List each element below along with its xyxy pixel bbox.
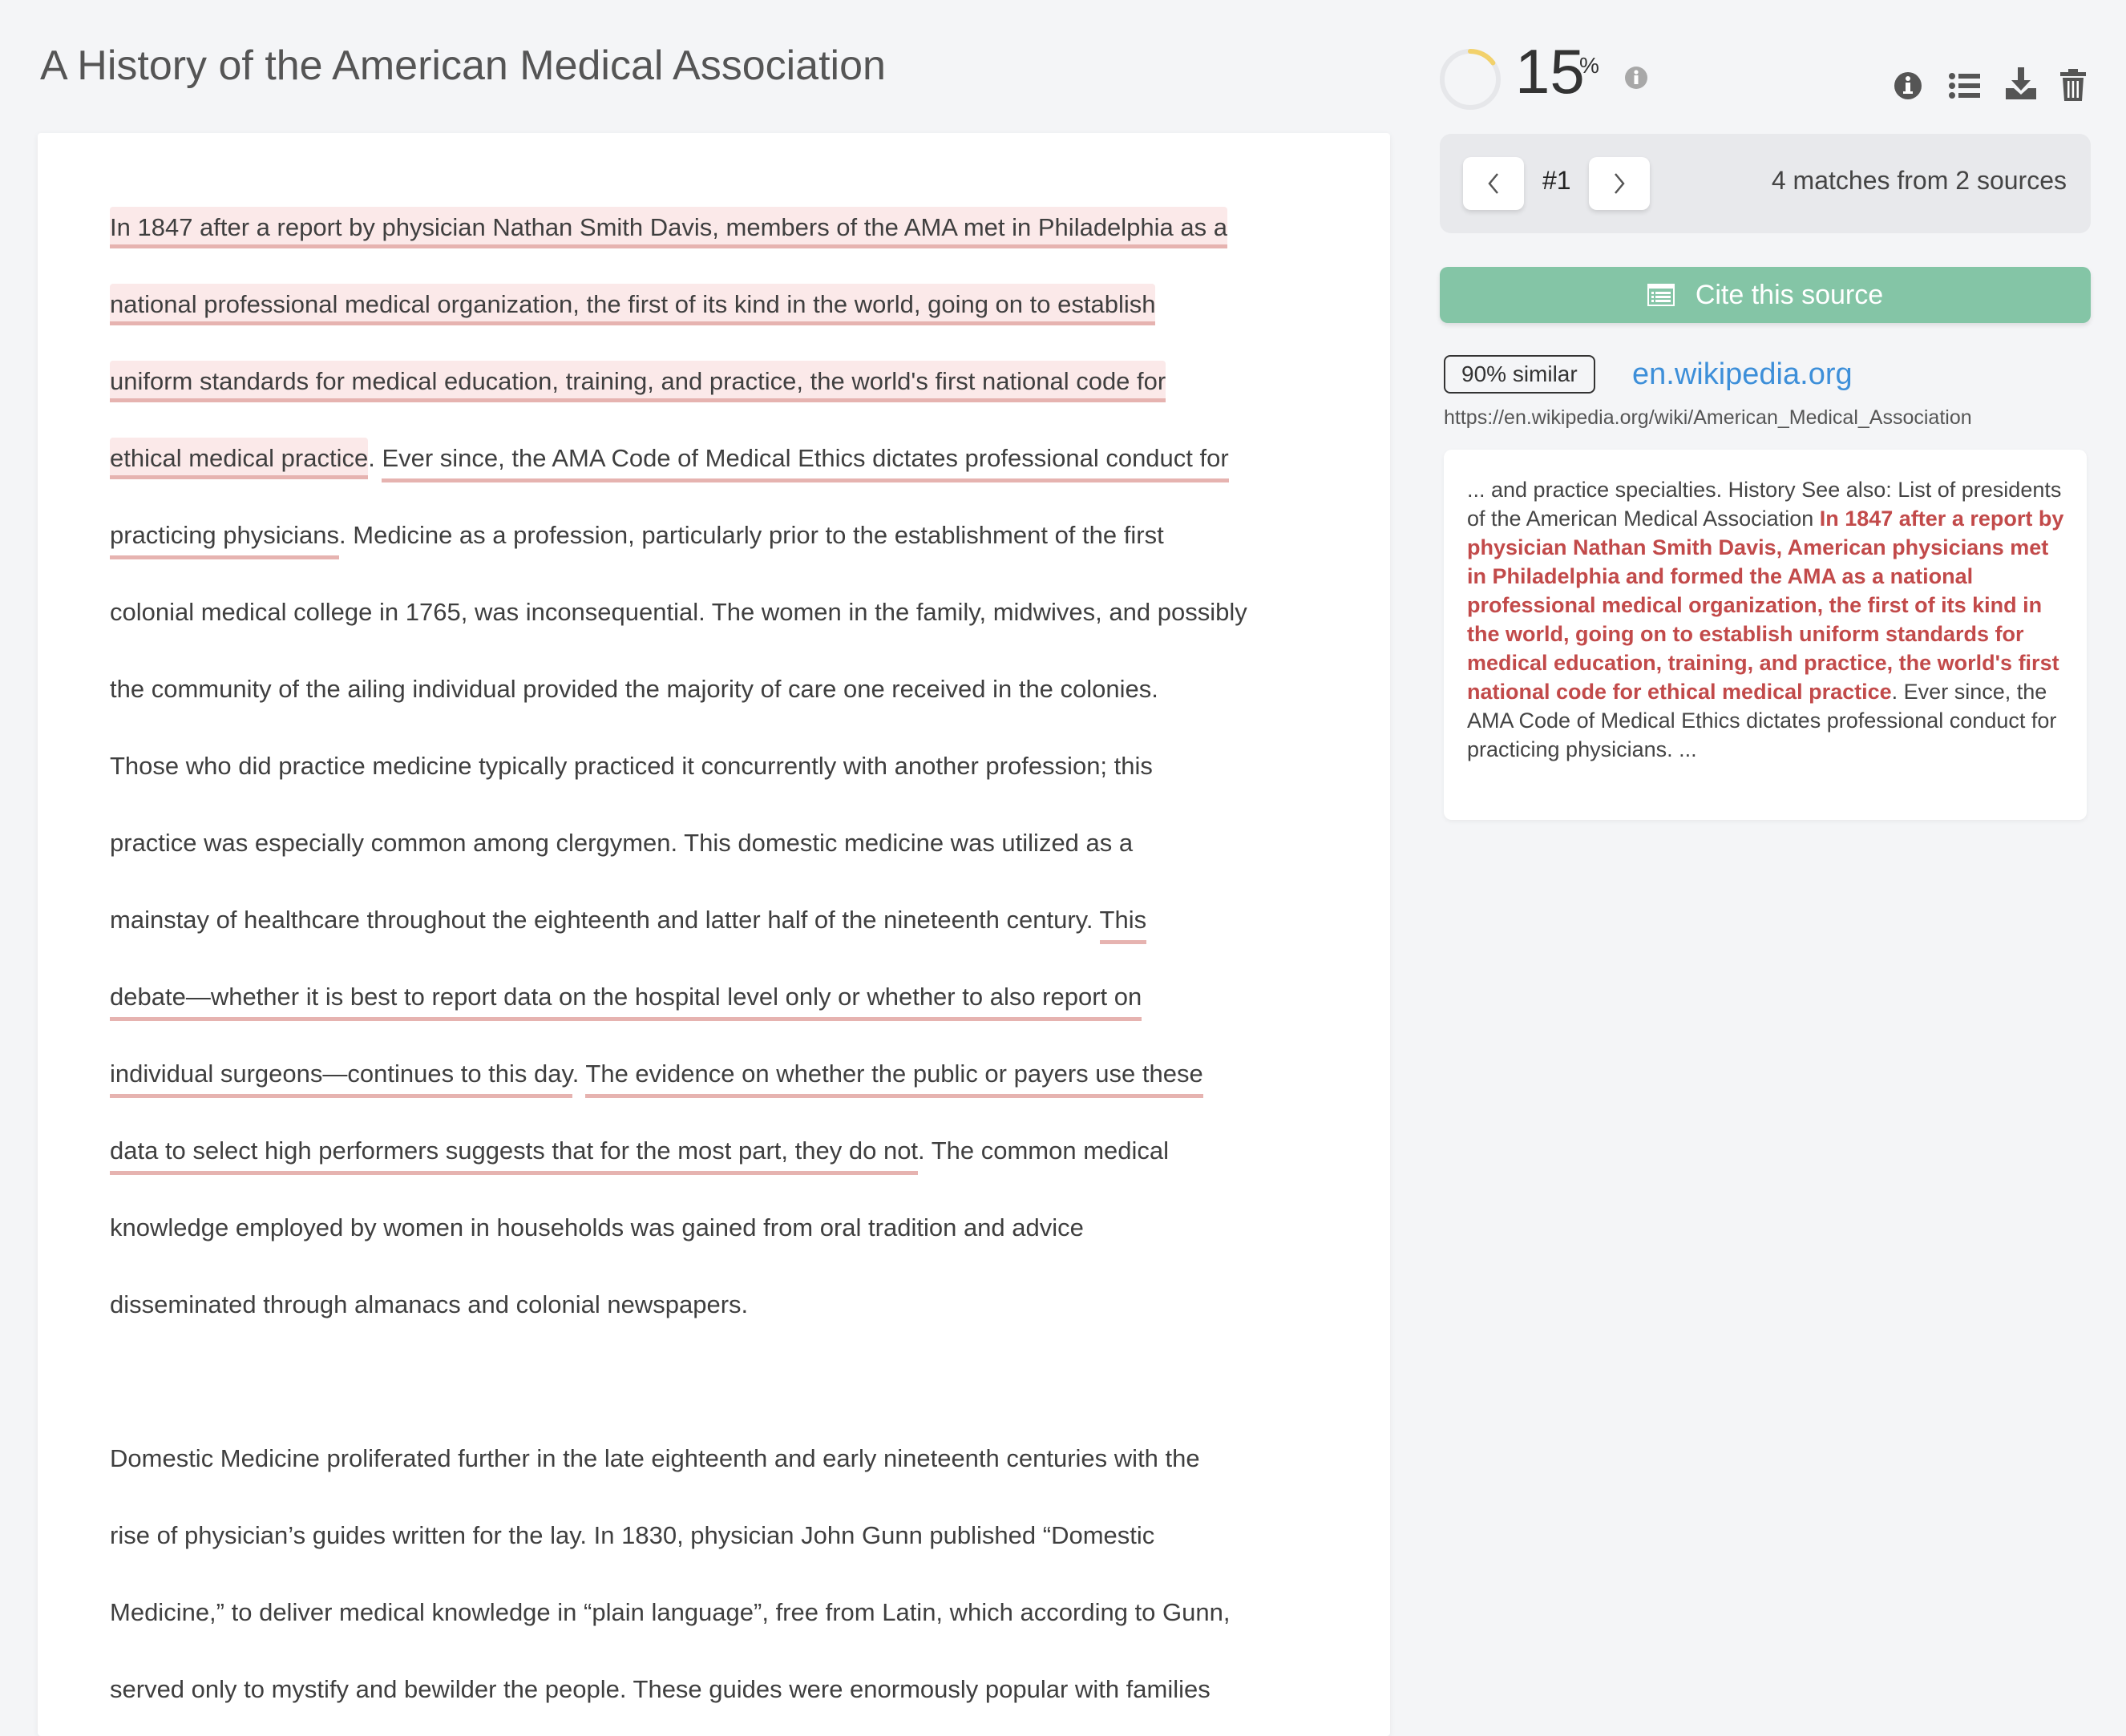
underlined-match[interactable]: data to select high performers suggests that for the most part, they do not	[110, 1136, 918, 1175]
document-line	[110, 959, 1247, 1036]
document-line	[110, 1036, 1247, 1112]
text-segment: the community of the ailing individual provided the majority of care one received in the colonies.	[110, 675, 1158, 703]
document-text	[110, 189, 1247, 1728]
document-line	[110, 1497, 1247, 1574]
text-segment: Domestic Medicine proliferated further in the late eighteenth and early nineteenth centuries with the	[110, 1444, 1200, 1472]
document-line	[110, 420, 1247, 497]
info-icon[interactable]	[1894, 71, 1922, 101]
underlined-match[interactable]: individual surgeons—continues to this day	[110, 1060, 572, 1098]
document-line	[110, 266, 1247, 343]
text-segment: practice was especially common among clergymen. This domestic medicine was utilized as a	[110, 829, 1134, 857]
document-line	[110, 497, 1247, 574]
previous-match-button[interactable]	[1463, 157, 1524, 210]
source-excerpt	[1467, 475, 2064, 764]
highlighted-match[interactable]: In 1847 after a report by physician Nathan Smith Davis, members of the AMA met in Philadelphia as a	[110, 207, 1227, 248]
download-icon[interactable]	[2006, 67, 2036, 99]
excerpt-before: ... and practice specialties. History See also: List of presidents of the American Medical Association	[1467, 478, 2062, 531]
document-line	[110, 805, 1247, 882]
next-match-button[interactable]	[1589, 157, 1650, 210]
similarity-score: 15	[1515, 36, 1585, 107]
underlined-match[interactable]: practicing physicians	[110, 521, 339, 559]
document-line	[110, 1574, 1247, 1651]
cite-source-label: Cite this source	[1695, 279, 1884, 310]
text-segment: served only to mystify and bewilder the people. These guides were enormously popular with families	[110, 1675, 1211, 1703]
text-segment: knowledge employed by women in households was gained from oral tradition and advice	[110, 1213, 1084, 1241]
underlined-match[interactable]: This	[1100, 906, 1147, 944]
text-segment: .	[572, 1060, 586, 1088]
trash-icon[interactable]	[2060, 69, 2086, 101]
underlined-match[interactable]: debate—whether it is best to report data on the hospital level only or whether to also report on	[110, 983, 1142, 1021]
source-url: https://en.wikipedia.org/wiki/American_Medical_Association	[1444, 406, 1972, 429]
excerpt-after: . Ever since, the AMA Code of Medical Ethics dictates professional conduct for practicing physicians. ...	[1467, 680, 2057, 761]
chevron-right-icon	[1611, 172, 1627, 196]
text-segment: . The common medical	[918, 1136, 1170, 1165]
similarity-score-ring	[1438, 47, 1502, 111]
list-icon[interactable]	[1948, 71, 1980, 101]
score-unit: %	[1579, 53, 1599, 78]
highlighted-match[interactable]: ethical medical practice	[110, 438, 368, 479]
document-line	[110, 1651, 1247, 1728]
document-line	[110, 189, 1247, 266]
document-line	[110, 1189, 1247, 1266]
document-line	[110, 728, 1247, 805]
text-segment: Medicine,” to deliver medical knowledge in “plain language”, free from Latin, which according to Gunn,	[110, 1598, 1231, 1626]
chevron-left-icon	[1485, 172, 1502, 196]
text-segment: disseminated through almanacs and colonial newspapers.	[110, 1290, 749, 1318]
source-domain-link[interactable]: en.wikipedia.org	[1632, 357, 1853, 391]
page-title: A History of the American Medical Association	[40, 42, 886, 89]
citation-list-icon	[1647, 284, 1675, 306]
document-line	[110, 651, 1247, 728]
document-line	[110, 574, 1247, 651]
document-line	[110, 343, 1247, 420]
text-segment: colonial medical college in 1765, was inconsequential. The women in the family, midwives, and possibly	[110, 598, 1247, 626]
document-line	[110, 1343, 1247, 1420]
highlighted-match[interactable]: national professional medical organization, the first of its kind in the world, going on to establish	[110, 284, 1155, 325]
underlined-match[interactable]: The evidence on whether the public or payers use these	[585, 1060, 1202, 1098]
source-excerpt-card	[1444, 450, 2087, 820]
match-navigator	[1440, 134, 2091, 233]
document-line	[110, 1112, 1247, 1189]
document-panel	[38, 133, 1390, 1736]
document-line	[110, 1266, 1247, 1343]
text-segment: mainstay of healthcare throughout the eighteenth and latter half of the nineteenth century.	[110, 906, 1100, 934]
document-line	[110, 1420, 1247, 1497]
excerpt-match: In 1847 after a report by physician Nathan Smith Davis, American physicians met in Philadelphia and formed the AMA as a national professional medical organization, the first of its kind in the world, going on to establish uniform standards for medical education, training, and practice, the world's first national code for ethical medical practice	[1467, 507, 2064, 704]
text-segment: . Medicine as a profession, particularly prior to the establishment of the first	[339, 521, 1164, 549]
highlighted-match[interactable]: uniform standards for medical education, training, and practice, the world's first national code for	[110, 361, 1166, 402]
text-segment: rise of physician’s guides written for the lay. In 1830, physician John Gunn published “Domestic	[110, 1521, 1155, 1549]
underlined-match[interactable]: Ever since, the AMA Code of Medical Ethics dictates professional conduct for	[382, 444, 1228, 482]
document-line	[110, 882, 1247, 959]
cite-source-button[interactable]	[1440, 267, 2091, 323]
match-summary: 4 matches from 2 sources	[1771, 166, 2067, 195]
text-segment: .	[368, 444, 382, 472]
score-info-icon[interactable]	[1624, 66, 1648, 90]
similarity-badge: 90% similar	[1444, 355, 1595, 394]
text-segment: Those who did practice medicine typically practiced it concurrently with another profession; this	[110, 752, 1153, 780]
current-match-number: #1	[1542, 166, 1571, 195]
